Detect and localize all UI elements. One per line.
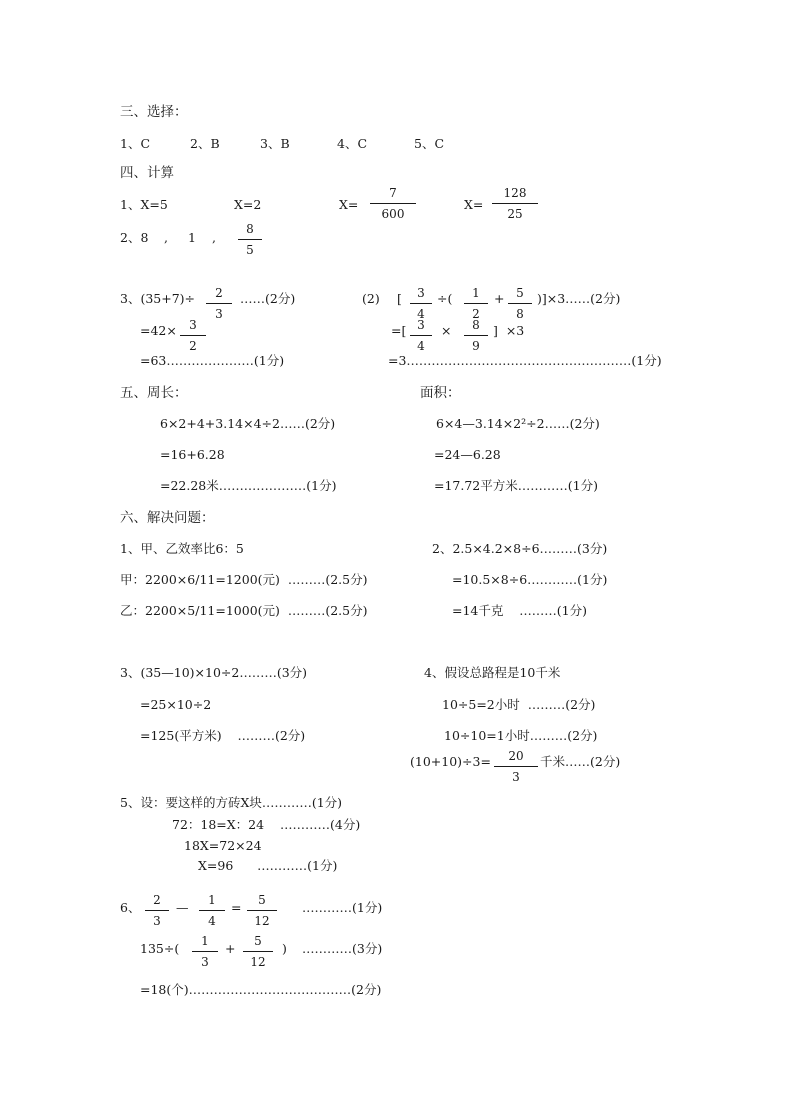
denominator: 25 bbox=[507, 207, 523, 221]
fraction bbox=[464, 287, 488, 320]
problem-4-line: 4、假设总路程是10千米 bbox=[424, 665, 561, 680]
fraction bbox=[238, 223, 262, 256]
fraction bbox=[145, 894, 169, 927]
calc-q2-a: 2、8 bbox=[120, 230, 149, 245]
perimeter-line: =16+6.28 bbox=[160, 447, 225, 462]
calc-q1-part4: X= bbox=[464, 197, 484, 212]
fraction bbox=[508, 287, 532, 320]
denominator: 600 bbox=[381, 207, 405, 221]
fraction bbox=[464, 319, 488, 352]
bracket: =[ bbox=[391, 323, 407, 338]
perimeter-line: 6×2+4+3.14×4÷2……(2分) bbox=[160, 416, 336, 431]
denominator: 12 bbox=[250, 955, 266, 969]
area-line: =24—6.28 bbox=[434, 447, 501, 462]
calc-q3b-line3: =3………………………………………………(1分) bbox=[388, 353, 662, 368]
fraction-bar bbox=[180, 335, 206, 336]
fraction-bar bbox=[238, 239, 262, 240]
choice-answer: 1、C bbox=[120, 136, 151, 151]
operator: — bbox=[176, 900, 189, 915]
score-note: ……(2分) bbox=[240, 291, 296, 306]
denominator: 4 bbox=[208, 914, 216, 928]
fraction-bar bbox=[370, 203, 416, 204]
fraction bbox=[206, 287, 232, 320]
area-title: 面积： bbox=[420, 385, 461, 401]
denominator: 3 bbox=[215, 307, 223, 321]
operator: ÷( bbox=[437, 291, 453, 306]
bracket: [ bbox=[397, 291, 402, 306]
problem-3-line: 3、(35—10)×10÷2………(3分) bbox=[120, 665, 308, 680]
fraction-bar bbox=[464, 335, 488, 336]
denominator: 4 bbox=[417, 339, 425, 353]
operator: = bbox=[231, 900, 242, 915]
choice-answer: 2、B bbox=[190, 136, 220, 151]
section-3-title: 三、选择： bbox=[120, 104, 188, 120]
denominator: 3 bbox=[512, 770, 520, 784]
numerator: 8 bbox=[246, 222, 254, 236]
fraction bbox=[410, 287, 432, 320]
fraction-bar bbox=[243, 951, 273, 952]
numerator: 2 bbox=[215, 286, 223, 300]
denominator: 2 bbox=[472, 307, 480, 321]
fraction bbox=[192, 935, 218, 968]
bracket: ] ×3 bbox=[493, 323, 525, 338]
operator: + bbox=[494, 291, 505, 306]
problem-6-line: =18(个)…………………………………(2分) bbox=[140, 982, 382, 997]
choice-answer: 3、B bbox=[260, 136, 290, 151]
numerator: 1 bbox=[472, 286, 480, 300]
problem-5-line: 5、设：要这样的方砖X块…………(1分) bbox=[120, 795, 343, 810]
fraction-bar bbox=[192, 951, 218, 952]
fraction bbox=[199, 894, 225, 927]
fraction-bar bbox=[410, 335, 432, 336]
problem-2-line: =14千克 ………(1分) bbox=[452, 603, 587, 618]
denominator: 3 bbox=[153, 914, 161, 928]
calc-q3-line1: 3、(35+7)÷ bbox=[120, 291, 196, 306]
denominator: 5 bbox=[246, 243, 254, 257]
problem-1-line: 甲：2200×6/11=1200(元) ………(2.5分) bbox=[120, 572, 368, 587]
calc-q3-line2: =42× bbox=[140, 323, 177, 338]
fraction bbox=[243, 935, 273, 968]
score-note: 千米……(2分) bbox=[540, 754, 621, 769]
numerator: 20 bbox=[508, 749, 524, 763]
problem-2-line: 2、2.5×4.2×8÷6………(3分) bbox=[432, 541, 608, 556]
fraction-bar bbox=[508, 303, 532, 304]
denominator: 3 bbox=[201, 955, 209, 969]
fraction-bar bbox=[199, 910, 225, 911]
separator: , bbox=[164, 230, 168, 245]
fraction bbox=[492, 187, 538, 220]
score-note: )]×3……(2分) bbox=[537, 291, 621, 306]
score-note: …………(1分) bbox=[302, 900, 383, 915]
calc-q2-b: 1 bbox=[188, 230, 196, 245]
operator: + bbox=[225, 941, 236, 956]
score-note: …………(3分) bbox=[302, 941, 383, 956]
problem-5-line: X=96 …………(1分) bbox=[198, 858, 338, 873]
calc-q3b-number: (2) bbox=[362, 291, 380, 306]
section-4-title: 四、计算 bbox=[120, 165, 174, 181]
fraction bbox=[494, 750, 538, 783]
problem-2-line: =10.5×8÷6…………(1分) bbox=[452, 572, 608, 587]
problem-6-line: 135÷( bbox=[140, 941, 180, 956]
calc-q3-line3: =63…………………(1分) bbox=[140, 353, 285, 368]
operator: × bbox=[441, 323, 452, 338]
fraction bbox=[370, 187, 416, 220]
numerator: 8 bbox=[472, 318, 480, 332]
denominator: 2 bbox=[189, 339, 197, 353]
problem-4-line: (10+10)÷3= bbox=[410, 754, 491, 769]
section-5-title: 五、周长： bbox=[120, 385, 188, 401]
numerator: 3 bbox=[189, 318, 197, 332]
area-line: 6×4—3.14×2²÷2……(2分) bbox=[436, 416, 600, 431]
problem-1-line: 乙：2200×5/11=1000(元) ………(2.5分) bbox=[120, 603, 368, 618]
numerator: 5 bbox=[516, 286, 524, 300]
perimeter-line: =22.28米…………………(1分) bbox=[160, 478, 337, 493]
fraction-bar bbox=[492, 203, 538, 204]
denominator: 4 bbox=[417, 307, 425, 321]
numerator: 1 bbox=[201, 934, 209, 948]
calc-q1-part2: X=2 bbox=[234, 197, 262, 212]
numerator: 5 bbox=[254, 934, 262, 948]
denominator: 9 bbox=[472, 339, 480, 353]
problem-3-line: =25×10÷2 bbox=[140, 697, 212, 712]
numerator: 7 bbox=[389, 186, 397, 200]
numerator: 5 bbox=[258, 893, 266, 907]
problem-3-line: =125(平方米) ………(2分) bbox=[140, 728, 306, 743]
fraction bbox=[247, 894, 277, 927]
denominator: 8 bbox=[516, 307, 524, 321]
numerator: 2 bbox=[153, 893, 161, 907]
separator: , bbox=[212, 230, 216, 245]
numerator: 3 bbox=[417, 286, 425, 300]
fraction-bar bbox=[206, 303, 232, 304]
choice-answer: 5、C bbox=[414, 136, 445, 151]
fraction-bar bbox=[145, 910, 169, 911]
numerator: 1 bbox=[208, 893, 216, 907]
choice-answer: 4、C bbox=[337, 136, 368, 151]
area-line: =17.72平方米…………(1分) bbox=[434, 478, 598, 493]
problem-4-line: 10÷5=2小时 ………(2分) bbox=[442, 697, 596, 712]
problem-1-line: 1、甲、乙效率比6：5 bbox=[120, 541, 244, 556]
fraction bbox=[410, 319, 432, 352]
fraction-bar bbox=[494, 766, 538, 767]
numerator: 3 bbox=[417, 318, 425, 332]
fraction bbox=[180, 319, 206, 352]
fraction-bar bbox=[247, 910, 277, 911]
problem-5-line: 18X=72×24 bbox=[184, 838, 262, 853]
numerator: 128 bbox=[503, 186, 527, 200]
calc-q1-part3: X= bbox=[339, 197, 359, 212]
bracket: ) bbox=[282, 941, 287, 956]
denominator: 12 bbox=[254, 914, 270, 928]
problem-5-line: 72：18=X：24 …………(4分) bbox=[172, 817, 361, 832]
calc-q1-part1: 1、X=5 bbox=[120, 197, 168, 212]
fraction-bar bbox=[464, 303, 488, 304]
problem-6-label: 6、 bbox=[120, 900, 141, 915]
fraction-bar bbox=[410, 303, 432, 304]
section-6-title: 六、解决问题： bbox=[120, 510, 215, 526]
problem-4-line: 10÷10=1小时………(2分) bbox=[444, 728, 598, 743]
